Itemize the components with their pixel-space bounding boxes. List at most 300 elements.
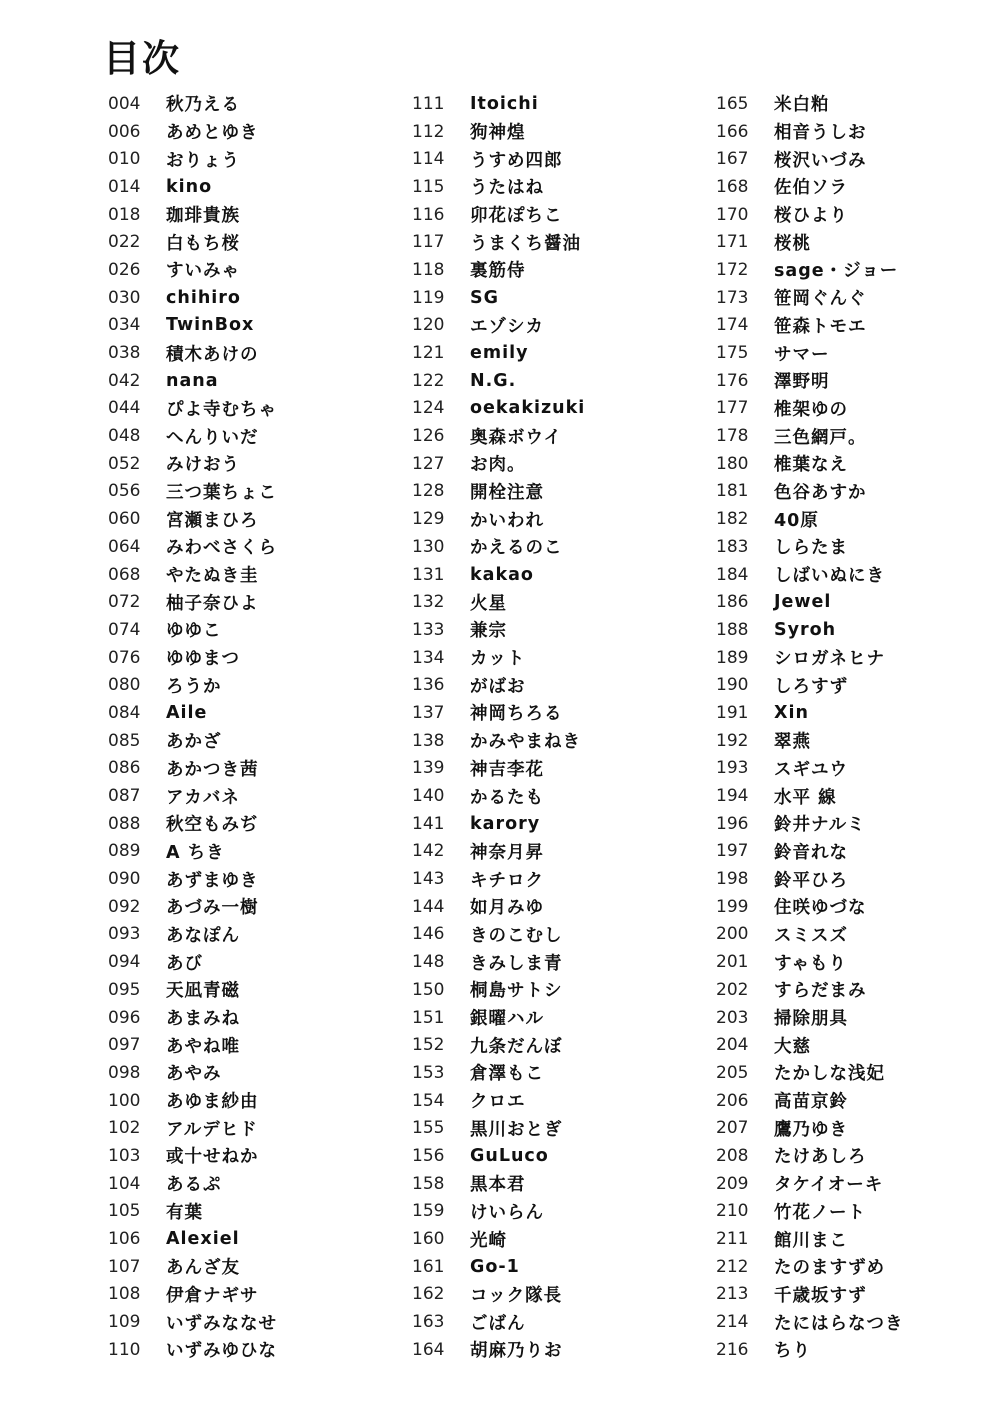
toc-entry [108,893,398,921]
toc-author-name: サマー [774,344,830,365]
toc-author-name: Alexiel [166,1229,240,1250]
toc-author-name: 色谷あすか [774,482,867,503]
toc-author-name: かるたも [470,787,544,808]
toc-author-name: nana [166,370,219,391]
toc-entry [108,90,398,118]
toc-page-number: 030 [108,287,141,308]
toc-entry [716,1253,1000,1281]
toc-author-name: GuLuco [470,1145,549,1166]
toc-page-number: 133 [412,619,445,640]
toc-entry [716,727,1000,755]
toc-author-name: ごばん [470,1313,526,1334]
toc-author-name: A ちき [166,842,225,863]
toc-author-name: クロエ [470,1092,526,1113]
toc-page-number: 048 [108,426,141,447]
toc-page-number: 167 [716,149,749,170]
toc-entry [412,256,702,284]
toc-page-number: 100 [108,1090,141,1111]
toc-author-name: ちり [774,1341,811,1362]
toc-author-name: 高苗京鈴 [774,1092,848,1113]
toc-entry [412,339,702,367]
toc-page-number: 137 [412,702,445,723]
toc-page-number: 087 [108,786,141,807]
toc-page-number: 096 [108,1007,141,1028]
toc-entry [716,588,1000,616]
toc-page-number: 170 [716,204,749,225]
toc-author-name: あやね唯 [166,1036,240,1057]
toc-author-name: ぴよ寺むちゃ [166,399,277,420]
toc-author-name: スギユウ [774,759,848,780]
toc-author-name: 銀曜ハル [470,1009,544,1030]
toc-page-number: 052 [108,453,141,474]
toc-entry [716,284,1000,312]
toc-page-number: 134 [412,647,445,668]
toc-entry [412,838,702,866]
toc-author-name: 笹森トモエ [774,316,867,337]
toc-entry [412,395,702,423]
toc-entry [716,1114,1000,1142]
toc-entry [108,755,398,783]
toc-entry [716,256,1000,284]
toc-page-number: 131 [412,564,445,585]
toc-page-number: 196 [716,813,749,834]
toc-entry [716,422,1000,450]
toc-entry [412,90,702,118]
toc-page-number: 085 [108,730,141,751]
toc-author-name: アカバネ [166,787,240,808]
toc-page-number: 154 [412,1090,445,1111]
toc-page-number: 119 [412,287,445,308]
toc-entry [108,948,398,976]
toc-entry [108,312,398,340]
toc-author-name: 相音うしお [774,123,867,144]
toc-author-name: karory [470,813,541,834]
toc-page-number: 014 [108,176,141,197]
toc-author-name: 秋空もみぢ [166,815,259,836]
toc-entry [716,1198,1000,1226]
toc-entry [412,1225,702,1253]
toc-entry [716,395,1000,423]
toc-entry [108,1281,398,1309]
toc-entry [412,948,702,976]
toc-author-name: 黒本君 [470,1175,526,1196]
toc-page-number: 136 [412,675,445,696]
toc-page-number: 068 [108,564,141,585]
toc-author-name: 開栓注意 [470,482,544,503]
toc-author-name: 秋乃える [166,95,240,116]
toc-entry [108,616,398,644]
toc-page-number: 186 [716,592,749,613]
toc-page-number: 181 [716,481,749,502]
toc-page-number: 175 [716,343,749,364]
toc-page-number: 151 [412,1007,445,1028]
toc-author-name: あまみね [166,1009,240,1030]
toc-entry [412,561,702,589]
toc-page-number: 084 [108,702,141,723]
toc-author-name: chihiro [166,287,241,308]
toc-author-name: しろすず [774,676,849,697]
toc-page-number: 190 [716,675,749,696]
toc-entry [412,228,702,256]
toc-author-name: 柚子奈ひよ [166,593,259,614]
toc-page-number: 038 [108,343,141,364]
toc-entry [412,976,702,1004]
toc-page-number: 164 [412,1339,445,1360]
toc-author-name: Aile [166,702,208,723]
toc-page-number: 174 [716,315,749,336]
toc-page-number: 074 [108,619,141,640]
toc-entry [412,173,702,201]
toc-entry [412,533,702,561]
toc-author-name: 神奈月昇 [470,842,544,863]
toc-page-number: 138 [412,730,445,751]
toc-author-name: あめとゆき [166,123,259,144]
toc-author-name: 裏筋侍 [470,261,526,282]
toc-page-number: 044 [108,398,141,419]
toc-author-name: コック隊長 [470,1285,563,1306]
toc-page-number: 152 [412,1035,445,1056]
toc-entry [412,588,702,616]
toc-page-number: 210 [716,1201,749,1222]
toc-page-number: 089 [108,841,141,862]
toc-author-name: いずみななせ [166,1313,277,1334]
toc-author-name: 桜桃 [774,233,811,254]
toc-page-number: 189 [716,647,749,668]
toc-author-name: 積木あけの [166,344,259,365]
toc-author-name: 40原 [774,510,819,531]
toc-author-name: 白もち桜 [166,233,240,254]
toc-page-number: 161 [412,1256,445,1277]
toc-author-name: あかざ [166,732,222,753]
toc-page-number: 114 [412,149,445,170]
toc-page-number: 206 [716,1090,749,1111]
toc-entry [716,838,1000,866]
toc-page-number: 180 [716,453,749,474]
toc-author-name: へんりいだ [166,427,259,448]
toc-entry [716,1142,1000,1170]
toc-author-name: かいわれ [470,510,544,531]
toc-author-name: あやみ [166,1064,222,1085]
toc-entry [108,228,398,256]
toc-author-name: 椎架ゆの [774,399,848,420]
toc-page-number: 194 [716,786,749,807]
toc-entry [108,561,398,589]
toc-page-number: 191 [716,702,749,723]
toc-page-number: 159 [412,1201,445,1222]
toc-author-name: たのますずめ [774,1258,886,1279]
toc-entry [716,893,1000,921]
toc-entry [108,201,398,229]
toc-page-number: 171 [716,232,749,253]
toc-entry [412,1087,702,1115]
toc-entry [716,478,1000,506]
toc-author-name: 神吉李花 [470,759,544,780]
toc-entry [108,339,398,367]
toc-entry [716,367,1000,395]
toc-author-name: 宮瀬まひろ [166,510,259,531]
toc-author-name: 如月みゆ [470,898,544,919]
toc-page-number: 140 [412,786,445,807]
toc-page-number: 018 [108,204,141,225]
toc-page-number: 034 [108,315,141,336]
toc-page-number: 042 [108,370,141,391]
toc-entry [412,893,702,921]
toc-page-number: 144 [412,896,445,917]
toc-page-number: 088 [108,813,141,834]
toc-author-name: 鈴音れな [774,842,848,863]
toc-page-number: 106 [108,1229,141,1250]
toc-entry [716,561,1000,589]
toc-entry [108,1225,398,1253]
toc-entry [412,782,702,810]
toc-author-name: 桐島サトシ [470,981,563,1002]
toc-page-number: 120 [412,315,445,336]
toc-entry [716,1308,1000,1336]
toc-entry [412,921,702,949]
toc-author-name: 竹花ノート [774,1202,866,1223]
toc-entry [108,838,398,866]
toc-author-name: 光崎 [470,1230,507,1251]
toc-entry [412,145,702,173]
toc-entry [108,284,398,312]
toc-entry [412,1059,702,1087]
toc-page-number: 163 [412,1312,445,1333]
toc-entry [108,976,398,1004]
toc-page-number: 207 [716,1118,749,1139]
toc-page-number: 103 [108,1145,141,1166]
toc-page-number: 155 [412,1118,445,1139]
toc-author-name: しらたま [774,538,848,559]
toc-entry [108,671,398,699]
toc-author-name: あづみ一樹 [166,898,259,919]
toc-page-number: 176 [716,370,749,391]
toc-entry [716,1059,1000,1087]
toc-author-name: アルデヒド [166,1119,258,1140]
toc-author-name: 千歳坂すず [774,1285,867,1306]
toc-page-number: 173 [716,287,749,308]
toc-entry [716,616,1000,644]
toc-page-number: 126 [412,426,445,447]
toc-page-number: 166 [716,121,749,142]
toc-author-name: あるぷ [166,1175,222,1196]
toc-author-name: 佐伯ソラ [774,178,848,199]
toc-entry [108,367,398,395]
toc-author-name: 大慈 [774,1036,811,1057]
toc-page-number: 199 [716,896,749,917]
toc-author-name: 或十せねか [166,1147,259,1168]
toc-entry [108,1059,398,1087]
toc-author-name: 火星 [470,593,507,614]
toc-entry [716,699,1000,727]
toc-entry [412,616,702,644]
toc-author-name: たけあしろ [774,1147,867,1168]
toc-author-name: カット [470,649,526,670]
toc-author-name: oekakizuki [470,398,586,419]
toc-author-name: 奥森ボウイ [470,427,562,448]
page-title: 目次 [103,37,181,80]
toc-entry [716,865,1000,893]
toc-entry [716,339,1000,367]
toc-page-number: 201 [716,952,749,973]
toc-page-number: 093 [108,924,141,945]
toc-column-3 [716,90,1000,1364]
toc-author-name: あんざ友 [166,1258,240,1279]
toc-entry [716,1281,1000,1309]
toc-author-name: 兼宗 [470,621,507,642]
toc-page-number: 060 [108,509,141,530]
toc-entry [412,1308,702,1336]
toc-page-number: 129 [412,509,445,530]
toc-entry [412,810,702,838]
toc-entry [412,671,702,699]
toc-page-number: 132 [412,592,445,613]
toc-entry [716,810,1000,838]
toc-entry [108,145,398,173]
toc-entry [108,1031,398,1059]
toc-author-name: あゆま紗由 [166,1092,259,1113]
toc-author-name: Itoichi [470,93,539,114]
toc-entry [412,727,702,755]
toc-author-name: すゃもり [774,953,847,974]
toc-entry [412,865,702,893]
toc-page-number: 107 [108,1256,141,1277]
toc-page-number: 141 [412,813,445,834]
toc-entry [716,173,1000,201]
toc-page-number: 095 [108,979,141,1000]
toc-page-number: 211 [716,1229,749,1250]
toc-entry [716,1087,1000,1115]
toc-page-number: 128 [412,481,445,502]
toc-entry [412,118,702,146]
toc-page-number: 156 [412,1145,445,1166]
toc-entry [412,284,702,312]
toc-author-name: 神岡ちろる [470,704,563,725]
toc-author-name: シロガネヒナ [774,649,885,670]
toc-page-number: 118 [412,259,445,280]
toc-author-name: 有葉 [166,1202,203,1223]
toc-entry [412,478,702,506]
toc-page-number: 098 [108,1062,141,1083]
toc-entry [716,755,1000,783]
toc-author-name: あずまゆき [166,870,259,891]
toc-entry [716,118,1000,146]
toc-page-number: 197 [716,841,749,862]
toc-author-name: 鈴井ナルミ [774,815,866,836]
toc-author-name: kino [166,176,213,197]
toc-entry [716,1031,1000,1059]
toc-author-name: sage・ジョー [774,261,899,282]
toc-page-number: 112 [412,121,445,142]
toc-page-number: 080 [108,675,141,696]
toc-author-name: Go-1 [470,1256,520,1277]
toc-entry [108,256,398,284]
toc-entry [108,118,398,146]
toc-author-name: TwinBox [166,315,255,336]
toc-page-number: 200 [716,924,749,945]
toc-entry [108,1308,398,1336]
toc-page-number: 204 [716,1035,749,1056]
toc-page-number: 153 [412,1062,445,1083]
toc-entry [412,312,702,340]
toc-entry [108,782,398,810]
toc-author-name: 狗神煌 [470,123,526,144]
toc-entry [716,921,1000,949]
toc-page-number: 056 [108,481,141,502]
toc-page-number: 160 [412,1229,445,1250]
toc-entry [412,422,702,450]
toc-author-name: すいみゃ [166,261,240,282]
toc-entry [412,450,702,478]
toc-author-name: ゆゆこ [166,621,222,642]
toc-author-name: たにはらなつき [774,1313,904,1334]
toc-page-number: 209 [716,1173,749,1194]
toc-page-number: 193 [716,758,749,779]
toc-page-number: 076 [108,647,141,668]
toc-entry [108,478,398,506]
toc-page-number: 064 [108,536,141,557]
toc-author-name: 掃除朋具 [774,1009,848,1030]
toc-author-name: みけおう [166,455,240,476]
toc-entry [716,948,1000,976]
toc-page-number: 124 [412,398,445,419]
toc-entry [108,450,398,478]
toc-author-name: N.G. [470,370,517,391]
toc-author-name: きのこむし [470,925,563,946]
toc-author-name: 伊倉ナギサ [166,1285,259,1306]
toc-page-number: 092 [108,896,141,917]
toc-page-number: 010 [108,149,141,170]
toc-author-name: 住咲ゆづな [774,898,867,919]
toc-author-name: うまくち醤油 [470,233,581,254]
toc-author-name: emily [470,343,529,364]
toc-entry [108,1198,398,1226]
toc-entry [108,1087,398,1115]
toc-page-number: 102 [108,1118,141,1139]
toc-author-name: がばお [470,676,526,697]
toc-entry [412,1198,702,1226]
toc-entry [716,145,1000,173]
toc-page-number: 022 [108,232,141,253]
toc-entry [412,367,702,395]
toc-author-name: Syroh [774,619,837,640]
toc-entry [108,727,398,755]
toc-page-number: 216 [716,1339,749,1360]
toc-entry [108,533,398,561]
toc-author-name: 椎葉なえ [774,455,848,476]
toc-author-name: キチロク [470,870,544,891]
toc-entry [716,644,1000,672]
toc-author-name: Xin [774,702,809,723]
toc-page-number: 111 [412,93,445,114]
toc-author-name: 胡麻乃りお [470,1341,563,1362]
toc-page-number: 148 [412,952,445,973]
toc-entry [108,810,398,838]
toc-author-name: すらだまみ [774,981,867,1002]
toc-entry [108,1336,398,1364]
toc-page-number: 162 [412,1284,445,1305]
toc-page-number: 188 [716,619,749,640]
toc-entry [716,90,1000,118]
toc-entry [108,644,398,672]
toc-page-number: 094 [108,952,141,973]
toc-page-number: 202 [716,979,749,1000]
toc-author-name: みわべさくら [166,538,277,559]
toc-page-number: 117 [412,232,445,253]
toc-page-number: 108 [108,1284,141,1305]
toc-entry [108,1004,398,1032]
toc-entry [108,1114,398,1142]
toc-page-number: 192 [716,730,749,751]
